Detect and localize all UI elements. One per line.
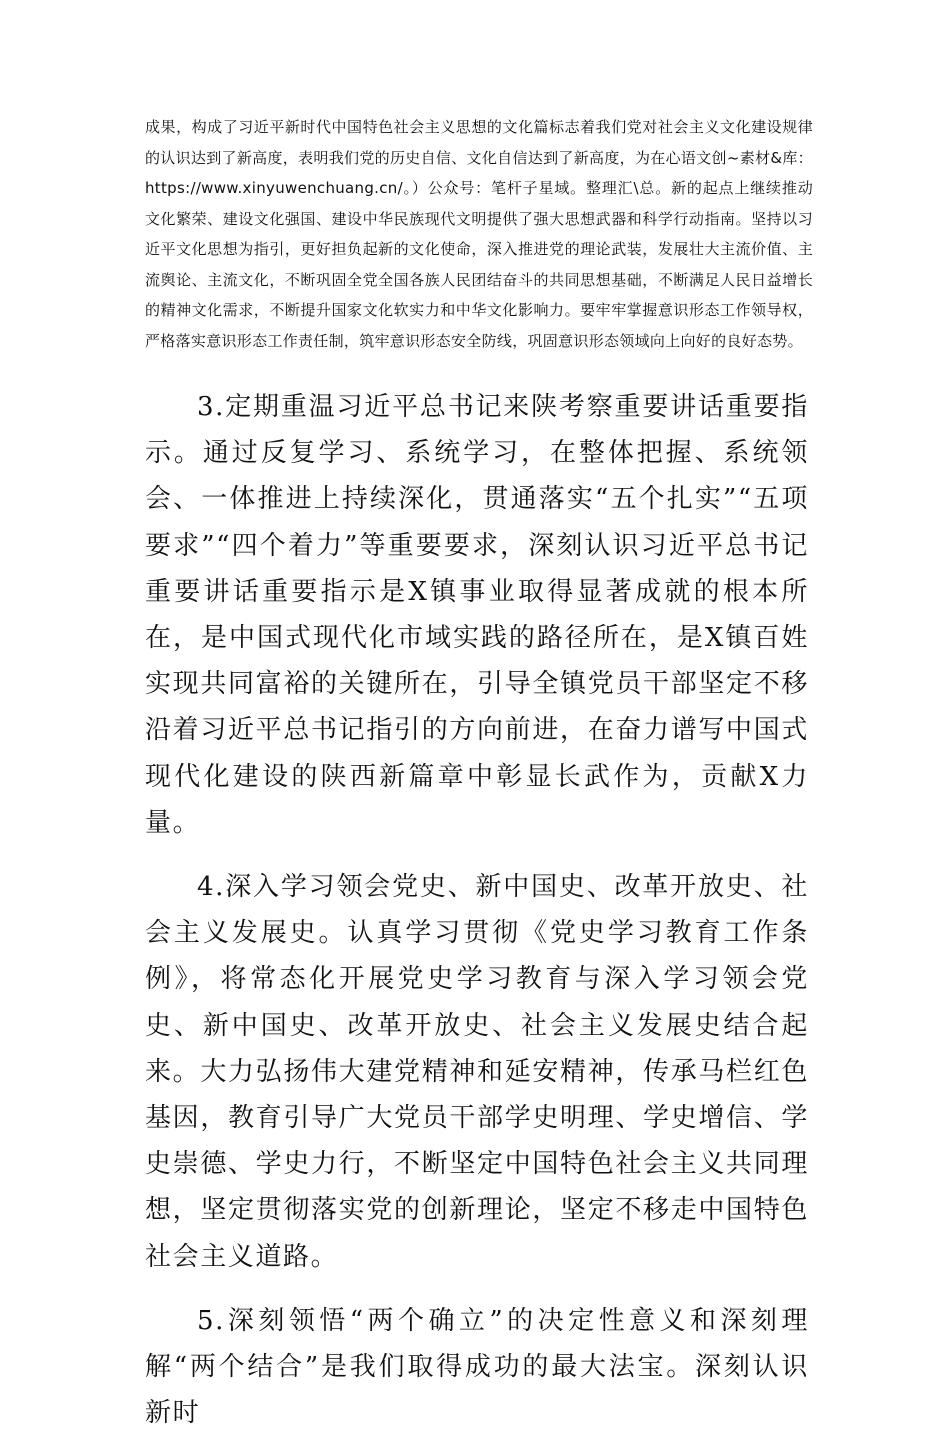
paragraph-4: 4.深入学习领会党史、新中国史、改革开放史、社会主义发展史。认真学习贯彻《党史学习教育工作条例》，将常态化开展党史学习教育与深入学习领会党史、新中国史、改革开放史、社会主义发展史结合起来。大力弘扬伟大建党精神和延安精神，传承马栏红色基因，教育引导广大党员干部学史明理、学史增信、学史崇德、学史力行，不断坚定中国特色社会主义共同理想，坚定贯彻落实党的创新理论，坚定不移走中国特色社会主义道路。 [145,872,809,1272]
intro-text-block [145,112,813,356]
intro-paragraph: 成果，构成了习近平新时代中国特色社会主义思想的文化篇标志着我们党对社会主义文化建设规律的认识达到了新高度，表明我们党的历史自信、文化自信达到了新高度，为在心语文创~素材&库：https://www.xinyuwenchuang.cn/。）公众号：笔杆子星域。整理汇\总。新的起点上继续推动文化繁荣、建设文化强国、建设中华民族现代文明提供了强大思想武器和科学行动指南。坚持以习近平文化思想为指引，更好担负起新的文化使命，深入推进党的理论武装，发展壮大主流价值、主流舆论、主流文化，不断巩固全党全国各族人民团结奋斗的共同思想基础，不断满足人民日益增长的精神文化需求，不断提升国家文化软实力和中华文化影响力。要牢牢掌握意识形态工作领导权，严格落实意识形态工作责任制，筑牢意识形态安全防线，巩固意识形态领域向上向好的良好态势。 [145,118,813,350]
paragraph-3: 3.定期重温习近平总书记来陕考察重要讲话重要指示。通过反复学习、系统学习，在整体把握、系统领会、一体推进上持续深化，贯通落实“五个扎实”“五项要求”“四个着力”等重要要求，深刻认识习近平总书记重要讲话重要指示是X镇事业取得显著成就的根本所在，是中国式现代化市域实践的路径所在，是X镇百姓实现共同富裕的关键所在，引导全镇党员干部坚定不移沿着习近平总书记指引的方向前进，在奋力谱写中国式现代化建设的陕西新篇章中彰显长武作为，贡献X力量。 [145,392,809,838]
main-text-block [145,384,809,1454]
paragraph-5: 5.深刻领悟“两个确立”的决定性意义和深刻理解“两个结合”是我们取得成功的最大法宝。深刻认识新时 [145,1305,809,1429]
